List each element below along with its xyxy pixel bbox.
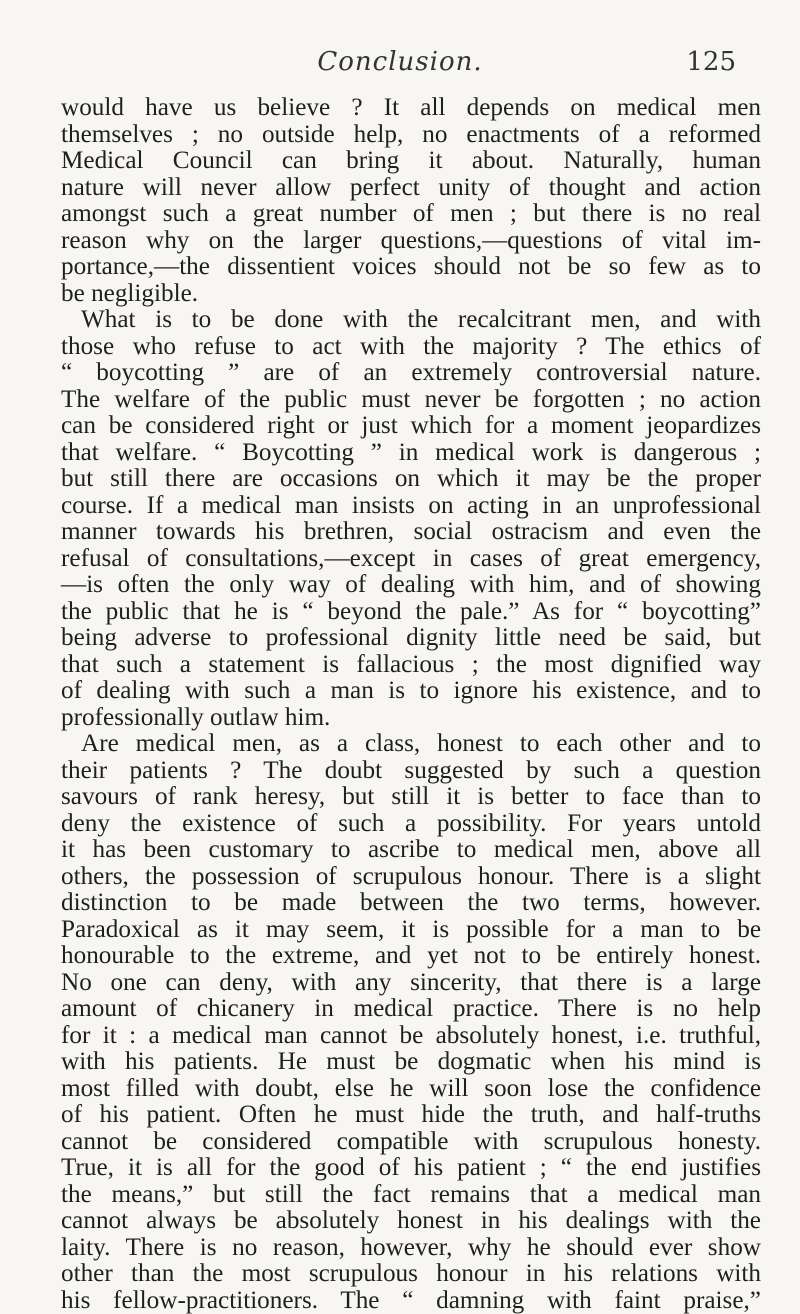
text-line: would have us believe ? It all depends on medical men bbox=[61, 95, 761, 122]
text-line: What is to be done with the recalcitrant men, and with bbox=[61, 307, 761, 334]
text-line: that such a statement is fallacious ; the most dignified way bbox=[61, 652, 761, 679]
text-line: savours of rank heresy, but still it is better to face than to bbox=[61, 784, 761, 811]
text-line: being adverse to professional dignity little need be said, but bbox=[61, 625, 761, 652]
text-line: honourable to the extreme, and yet not to be entirely honest. bbox=[61, 943, 761, 970]
text-line: Are medical men, as a class, honest to each other and to bbox=[61, 731, 761, 758]
text-line: reason why on the larger questions,—questions of vital im- bbox=[61, 228, 761, 255]
text-line: nature will never allow perfect unity of thought and action bbox=[61, 175, 761, 202]
text-line: True, it is all for the good of his patient ; “ the end justifies bbox=[61, 1155, 761, 1182]
text-line: most filled with doubt, else he will soon lose the confidence bbox=[61, 1076, 761, 1103]
page-header bbox=[0, 47, 800, 87]
text-line: —is often the only way of dealing with him, and of showing bbox=[61, 572, 761, 599]
text-line: the public that he is “ beyond the pale.” As for “ boycotting” bbox=[61, 599, 761, 626]
text-line: be negligible. bbox=[61, 281, 761, 308]
text-line: The welfare of the public must never be forgotten ; no action bbox=[61, 387, 761, 414]
text-line: portance,—the dissentient voices should not be so few as to bbox=[61, 254, 761, 281]
text-line: other than the most scrupulous honour in his relations with bbox=[61, 1261, 761, 1288]
text-line: amongst such a great number of men ; but there is no real bbox=[61, 201, 761, 228]
running-title: Conclusion. bbox=[0, 47, 800, 77]
text-line: his fellow-practitioners. The “ damning with faint praise,” bbox=[61, 1288, 761, 1314]
text-line: those who refuse to act with the majority ? The ethics of bbox=[61, 334, 761, 361]
text-line: their patients ? The doubt suggested by such a question bbox=[61, 758, 761, 785]
body-text bbox=[61, 95, 761, 1314]
text-line: refusal of consultations,—except in cases of great emergency, bbox=[61, 546, 761, 573]
text-line: cannot always be absolutely honest in his dealings with the bbox=[61, 1208, 761, 1235]
text-line: “ boycotting ” are of an extremely controversial nature. bbox=[61, 360, 761, 387]
text-line: laity. There is no reason, however, why he should ever show bbox=[61, 1235, 761, 1262]
text-line: but still there are occasions on which it may be the proper bbox=[61, 466, 761, 493]
text-line: cannot be considered compatible with scrupulous honesty. bbox=[61, 1129, 761, 1156]
text-line: distinction to be made between the two terms, however. bbox=[61, 890, 761, 917]
text-line: amount of chicanery in medical practice. There is no help bbox=[61, 996, 761, 1023]
text-line: with his patients. He must be dogmatic when his mind is bbox=[61, 1049, 761, 1076]
text-line: of dealing with such a man is to ignore his existence, and to bbox=[61, 678, 761, 705]
text-line: it has been customary to ascribe to medical men, above all bbox=[61, 837, 761, 864]
text-line: themselves ; no outside help, no enactments of a reformed bbox=[61, 122, 761, 149]
text-line: deny the existence of such a possibility. For years untold bbox=[61, 811, 761, 838]
text-line: professionally outlaw him. bbox=[61, 705, 761, 732]
text-line: can be considered right or just which for a moment jeopardizes bbox=[61, 413, 761, 440]
text-line: manner towards his brethren, social ostracism and even the bbox=[61, 519, 761, 546]
text-line: Paradoxical as it may seem, it is possible for a man to be bbox=[61, 917, 761, 944]
text-line: Medical Council can bring it about. Naturally, human bbox=[61, 148, 761, 175]
text-line: others, the possession of scrupulous honour. There is a slight bbox=[61, 864, 761, 891]
text-line: the means,” but still the fact remains that a medical man bbox=[61, 1182, 761, 1209]
text-line: for it : a medical man cannot be absolutely honest, i.e. truthful, bbox=[61, 1023, 761, 1050]
text-line: of his patient. Often he must hide the truth, and half-truths bbox=[61, 1102, 761, 1129]
text-line: that welfare. “ Boycotting ” in medical work is dangerous ; bbox=[61, 440, 761, 467]
text-line: No one can deny, with any sincerity, that there is a large bbox=[61, 970, 761, 997]
page-number: 125 bbox=[686, 47, 736, 77]
text-line: course. If a medical man insists on acting in an unprofessional bbox=[61, 493, 761, 520]
